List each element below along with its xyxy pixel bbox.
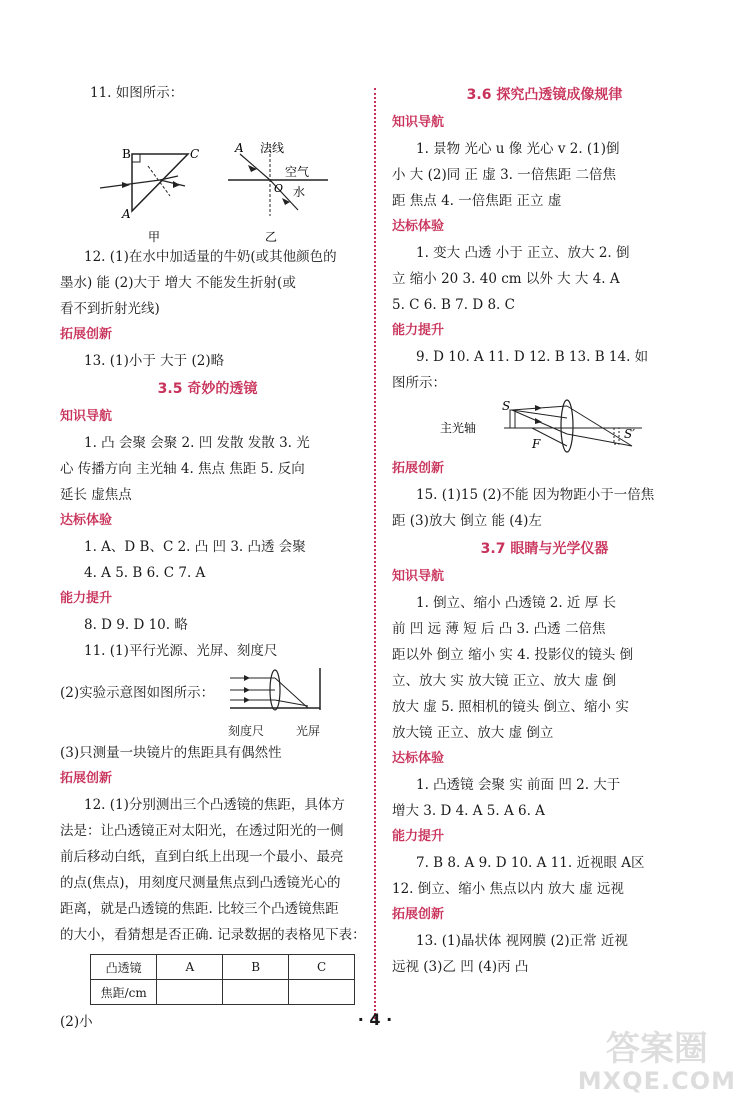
k37-line2: 前 凹 远 薄 短 后 凸 3. 凸透 二倍焦 <box>392 621 606 637</box>
table-cell <box>157 980 223 1005</box>
t35-line1: 1. A、D B、C 2. 凸 凹 3. 凸透 会聚 <box>84 539 306 555</box>
k35-line1: 1. 凸 会聚 会聚 2. 凹 发散 发散 3. 光 <box>84 435 310 451</box>
label-S: S <box>502 399 511 413</box>
table-cell: 凸透镜 <box>91 955 157 980</box>
column-divider <box>374 88 376 1023</box>
right-column <box>392 80 697 980</box>
e37-line2: 远视 (3)乙 凹 (4)丙 凸 <box>392 959 529 975</box>
label-axis: 主光轴 <box>440 421 477 435</box>
refraction-figure <box>228 140 328 244</box>
section-test-37: 达标体验 <box>392 751 445 766</box>
q11-intro: 11. 如图所示： <box>90 85 184 101</box>
table-cell: A <box>157 955 223 980</box>
figure-svg <box>60 106 355 244</box>
q12b-line5: 距离，就是凸透镜的焦距. 比较三个凸透镜焦距 <box>60 901 339 917</box>
label-water: 水 <box>293 185 306 199</box>
q11b-line1: 11. (1)平行光源、光屏、刻度尺 <box>84 643 278 659</box>
label-O: O <box>274 182 284 195</box>
a36-line2: 图所示： <box>392 375 446 391</box>
e37-line1: 13. (1)晶状体 视网膜 (2)正常 近视 <box>416 933 628 949</box>
q12b-line6: 的大小，看猜想是否正确. 记录数据的表格见下表： <box>60 927 366 943</box>
left-column <box>60 80 366 1035</box>
watermark <box>578 1031 736 1095</box>
table-cell <box>223 980 289 1005</box>
table-cell: 焦距/cm <box>91 980 157 1005</box>
a37-line1: 7. B 8. A 9. D 10. A 11. 近视眼 A区 <box>416 855 645 871</box>
k35-line3: 延长 虚焦点 <box>60 487 132 503</box>
figure-principal-axis <box>392 396 697 456</box>
t37-line1: 1. 凸透镜 会聚 实 前面 凹 2. 大于 <box>416 777 621 793</box>
k36-line2: 小 大 (2)同 正 虚 3. 一倍焦距 二倍焦 <box>392 167 617 183</box>
lens-setup-row <box>60 664 355 722</box>
page-number: · 4 · <box>357 1010 393 1029</box>
section-knowledge-37: 知识导航 <box>392 569 445 584</box>
q12-line2: 墨水) 能 (2)大于 增大 不能发生折射(或 <box>60 275 296 291</box>
label-A2: A <box>235 141 244 155</box>
label-ruler: 刻度尺 <box>228 724 265 738</box>
lens-setup-figure <box>220 664 340 722</box>
q11b-line2: (2)实验示意图如图所示： <box>60 685 215 701</box>
e36-line1: 15. (1)15 (2)不能 因为物距小于一倍焦 <box>416 487 655 503</box>
section-3-7-title: 3.7 眼睛与光学仪器 <box>480 541 609 557</box>
table-cell <box>289 980 355 1005</box>
k36-line3: 距 焦点 4. 一倍焦距 正立 虚 <box>392 193 562 209</box>
table-cell: B <box>223 955 289 980</box>
k37-line4: 立、放大 实 放大镜 正立、放大 虚 倒 <box>392 673 616 689</box>
label-screen: 光屏 <box>296 724 321 738</box>
q13: 13. (1)小于 大于 (2)略 <box>84 353 225 369</box>
e36-line2: 距 (3)放大 倒立 能 (4)左 <box>392 513 542 529</box>
k37-line6: 放大镜 正立、放大 虚 倒立 <box>392 725 554 741</box>
section-test-36: 达标体验 <box>392 219 445 234</box>
q12b-line4: 的点(焦点)，用刻度尺测量焦点到凸透镜光心的 <box>60 875 341 891</box>
axis-figure-svg <box>392 396 697 456</box>
label-A: A <box>122 207 131 221</box>
table-row <box>91 980 355 1005</box>
k37-line5: 放大 虚 5. 照相机的镜头 倒立、缩小 实 <box>392 699 629 715</box>
section-3-6-title: 3.6 探究凸透镜成像规律 <box>466 87 623 103</box>
k35-line2: 心 传播方向 主光轴 4. 焦点 焦距 5. 反向 <box>60 461 305 477</box>
q12b-line1: 12. (1)分别测出三个凸透镜的焦距，具体方 <box>84 797 345 813</box>
q11b-line3: (3)只测量一块镜片的焦距具有偶然性 <box>60 745 282 761</box>
section-knowledge-35: 知识导航 <box>60 409 113 424</box>
label-C: C <box>190 147 200 161</box>
watermark-line1: 答案圈 <box>605 1029 708 1069</box>
section-3-5-title: 3.5 奇妙的透镜 <box>157 381 258 397</box>
q12b-line2: 法是：让凸透镜正对太阳光，在透过阳光的一侧 <box>60 823 344 839</box>
figure-reflection <box>60 106 355 244</box>
label-normal: 法线 <box>260 141 285 155</box>
section-ability-36: 能力提升 <box>392 323 445 338</box>
label-yi: 乙 <box>265 230 278 244</box>
q12b-line3: 前后移动白纸，直到白纸上出现一个最小、最亮 <box>60 849 344 865</box>
section-ability-35: 能力提升 <box>60 591 113 606</box>
section-test-35: 达标体验 <box>60 513 113 528</box>
section-ability-37: 能力提升 <box>392 829 445 844</box>
a37-line2: 12. 倒立、缩小 焦点以内 放大 虚 远视 <box>392 881 624 897</box>
t36-line2: 立 缩小 20 3. 40 cm 以外 大 大 4. A <box>392 271 620 287</box>
q12b-end: (2)小 <box>60 1014 93 1030</box>
record-table <box>90 954 355 1005</box>
label-jia: 甲 <box>148 230 161 244</box>
label-B: B <box>122 147 131 161</box>
k37-line3: 距以外 倒立 缩小 实 4. 投影仪的镜头 倒 <box>392 647 634 663</box>
q12-line3: 看不到折射光线) <box>60 301 160 317</box>
label-F: F <box>532 437 541 451</box>
t36-line3: 5. C 6. B 7. D 8. C <box>392 297 515 313</box>
t35-line2: 4. A 5. B 6. C 7. A <box>84 565 206 581</box>
k36-line1: 1. 景物 光心 u 像 光心 v 2. (1)倒 <box>416 141 620 157</box>
t36-line1: 1. 变大 凸透 小于 正立、放大 2. 倒 <box>416 245 630 261</box>
q12-line1: 12. (1)在水中加适量的牛奶(或其他颜色的 <box>84 249 337 265</box>
t37-line2: 增大 3. D 4. A 5. A 6. A <box>392 803 545 819</box>
table-row <box>91 955 355 980</box>
prism-figure <box>100 147 199 244</box>
k37-line1: 1. 倒立、缩小 凸透镜 2. 近 厚 长 <box>416 595 617 611</box>
section-extension-37: 拓展创新 <box>392 907 445 922</box>
section-extension-36: 拓展创新 <box>392 461 445 476</box>
section-extension-2: 拓展创新 <box>60 771 113 786</box>
label-air: 空气 <box>285 165 310 179</box>
lens-figure-labels <box>60 722 355 740</box>
table-cell: C <box>289 955 355 980</box>
label-S-prime: S′ <box>624 427 635 441</box>
a36-line1: 9. D 10. A 11. D 12. B 13. B 14. 如 <box>416 349 649 365</box>
section-extension-1: 拓展创新 <box>60 327 113 342</box>
section-knowledge-36: 知识导航 <box>392 115 445 130</box>
watermark-line2: MXQE.COM <box>577 1067 736 1095</box>
a35-line1: 8. D 9. D 10. 略 <box>84 617 188 633</box>
